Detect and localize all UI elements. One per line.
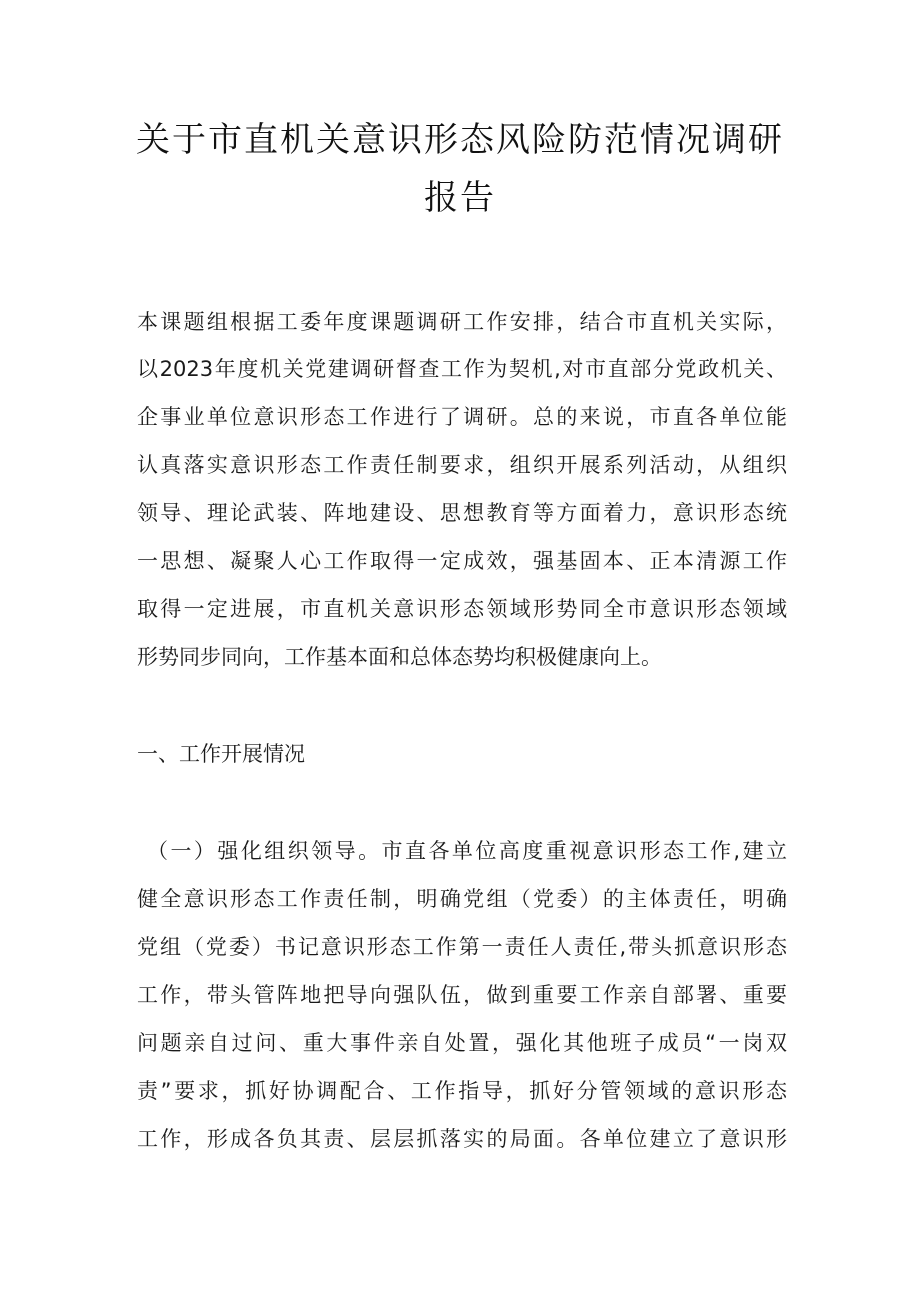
intro-line: 取得一定进展，市直机关意识形态领域形势同全市意识形态领域 <box>137 597 787 621</box>
section-line: 问题亲自过问、重大事件亲自处置，强化其他班子成员“一岗双 <box>137 1031 787 1055</box>
section-line: 工作，形成各负其责、层层抓落实的局面。各单位建立了意识形 <box>137 1127 787 1151</box>
intro-line: 领导、理论武装、阵地建设、思想教育等方面着力，意识形态统 <box>137 501 787 525</box>
section-heading: 一、工作开展情况 <box>137 742 305 766</box>
intro-line: 以2023年度机关党建调研督查工作为契机,对市直部分党政机关、 <box>137 357 787 381</box>
section-line: 党组（党委）书记意识形态工作第一责任人责任,带头抓意识形态 <box>137 935 787 959</box>
intro-line: 本课题组根据工委年度课题调研工作安排，结合市直机关实际， <box>137 310 787 334</box>
section-line: 责”要求，抓好协调配合、工作指导，抓好分管领域的意识形态 <box>137 1079 787 1103</box>
intro-line: 企事业单位意识形态工作进行了调研。总的来说，市直各单位能 <box>137 405 787 429</box>
section-line: 工作，带头管阵地把导向强队伍，做到重要工作亲自部署、重要 <box>137 983 787 1007</box>
section-line: （一）强化组织领导。市直各单位高度重视意识形态工作,建立 <box>147 839 787 863</box>
document-title-line-2: 报告 <box>424 178 496 218</box>
intro-line: 一思想、凝聚人心工作取得一定成效，强基固本、正本清源工作 <box>137 549 787 573</box>
section-line: 健全意识形态工作责任制，明确党组（党委）的主体责任，明确 <box>137 887 787 911</box>
document-title-line-1: 关于市直机关意识形态风险防范情况调研 <box>136 120 784 160</box>
intro-line: 形势同步同向，工作基本面和总体态势均积极健康向上。 <box>137 645 662 669</box>
intro-line: 认真落实意识形态工作责任制要求，组织开展系列活动，从组织 <box>137 453 787 477</box>
